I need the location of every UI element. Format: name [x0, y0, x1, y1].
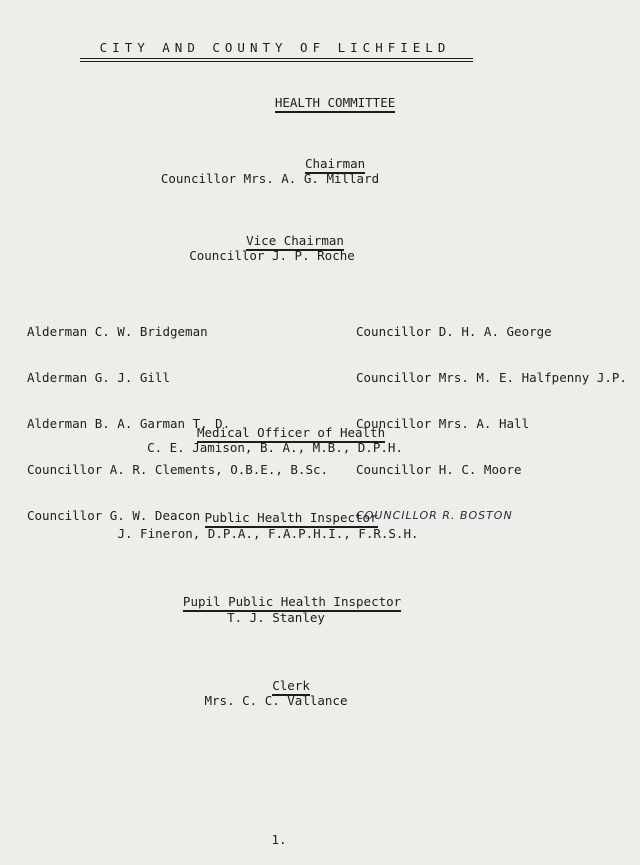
vice-chairman-heading: Vice Chairman [246, 233, 344, 251]
member-left-2: Alderman G. J. Gill [27, 370, 170, 385]
member-right-3: Councillor Mrs. A. Hall [356, 416, 530, 431]
medical-officer-name: C. E. Jamison, B. A., M.B., D.P.H. [147, 440, 403, 455]
header-rule-top [80, 58, 473, 59]
committee-title-block [0, 80, 640, 128]
member-left-4: Councillor A. R. Clements, O.B.E., B.Sc. [27, 462, 329, 477]
member-left-5: Councillor G. W. Deacon [27, 508, 201, 523]
public-health-inspector-name: J. Fineron, D.P.A., F.A.P.H.I., F.R.S.H. [117, 526, 419, 541]
medical-officer-heading: Medical Officer of Health [197, 425, 385, 443]
clerk-name: Mrs. C. C. Vallance [204, 693, 348, 708]
member-right-5-handwritten: COUNCILLOR R. BOSTON [356, 509, 513, 522]
header-rule-bottom [80, 61, 473, 62]
vice-chairman-name: Councillor J. P. Roche [189, 248, 355, 263]
member-right-1: Councillor D. H. A. George [356, 324, 552, 339]
pupil-inspector-heading: Pupil Public Health Inspector [183, 594, 401, 612]
member-right-2: Councillor Mrs. M. E. Halfpenny J.P. [356, 370, 627, 385]
clerk-heading: Clerk [272, 678, 310, 696]
document-header: CITY AND COUNTY OF LICHFIELD [99, 40, 451, 55]
member-left-3: Alderman B. A. Garman T. D. [27, 416, 231, 431]
chairman-heading: Chairman [305, 156, 365, 174]
public-health-inspector-heading: Public Health Inspector [205, 510, 378, 528]
page-number: 1. [271, 832, 287, 847]
member-left-1: Alderman C. W. Bridgeman [27, 324, 208, 339]
committee-title: HEALTH COMMITTEE [275, 95, 395, 113]
pupil-inspector-name: T. J. Stanley [227, 610, 325, 625]
member-right-4: Councillor H. C. Moore [356, 462, 522, 477]
chairman-name: Councillor Mrs. A. G. Millard [160, 171, 380, 186]
